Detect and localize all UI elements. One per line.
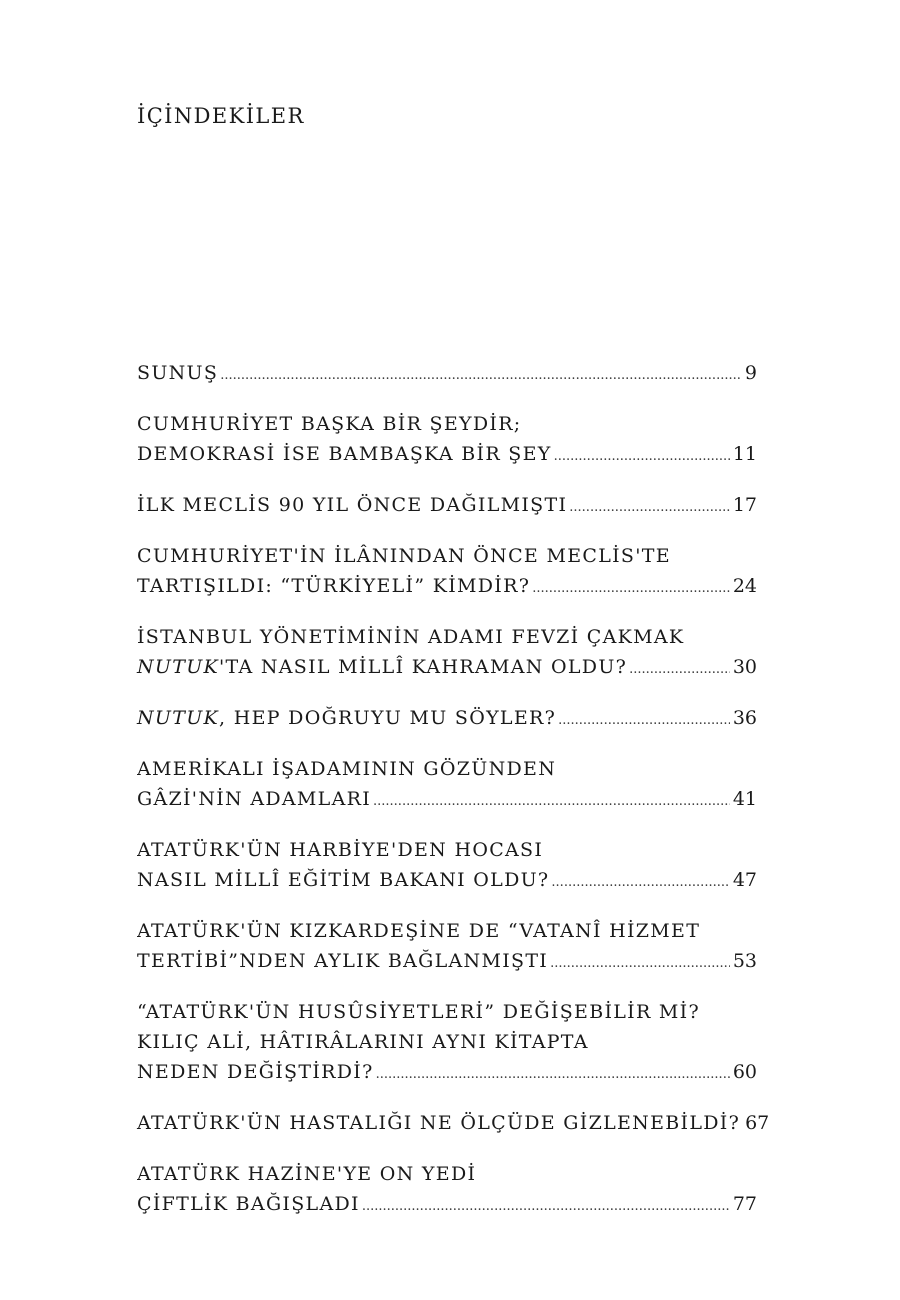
toc-entry[interactable] [137,409,757,472]
page-title: İÇİNDEKİLER [137,104,305,128]
toc-entry[interactable] [137,358,757,391]
toc-entry-last-line [137,1057,757,1090]
toc-entry-last-line [137,865,757,898]
toc-entry-text: 'TA NASIL MİLLÎ KAHRAMAN OLDU? [219,656,628,678]
toc-entry-line: ATATÜRK HAZİNE'YE ON YEDİ [137,1163,477,1185]
toc-entry[interactable] [137,916,757,979]
toc-entry-title [137,1189,360,1219]
toc-page-number: 36 [732,707,757,729]
toc-entry-last-line [137,358,757,391]
toc-leader-dots [550,949,730,979]
toc-leader-dots [376,1060,730,1090]
toc-page-number: 30 [732,656,757,678]
toc-entry-text: ÇİFTLİK BAĞIŞLADI [137,1193,360,1215]
toc-entry-last-line [137,490,757,523]
toc-entry-last-line [137,784,757,817]
toc-entry-line: ATATÜRK'ÜN KIZKARDEŞİNE DE “VATANÎ HİZMET [137,920,701,942]
toc-entry-title [137,439,552,469]
toc-entry[interactable] [137,703,757,736]
toc-leader-dots [558,706,730,736]
toc-entry-title [137,490,567,520]
toc-entry-title [137,571,530,601]
toc-entry-last-line [137,946,757,979]
toc-leader-dots [373,787,730,817]
toc-entry-title [137,1108,740,1138]
toc-entry-line: ATATÜRK'ÜN HARBİYE'DEN HOCASI [137,839,544,861]
toc-entry[interactable] [137,835,757,898]
table-of-contents [137,358,770,1240]
toc-entry-text: TERTİBİ”NDEN AYLIK BAĞLANMIŞTI [137,950,549,972]
toc-entry-title [137,784,371,814]
toc-entry-text: SUNUŞ [137,362,219,384]
toc-page-number: 60 [732,1061,757,1083]
toc-entry-title [137,1057,374,1087]
toc-leader-dots [220,361,742,391]
toc-entry-last-line [137,1108,770,1141]
toc-entry-last-line [137,652,757,685]
toc-leader-dots [554,442,730,472]
toc-entry-last-line [137,703,757,736]
toc-entry[interactable] [137,997,757,1090]
toc-page-number: 17 [732,494,757,516]
toc-entry-text: İLK MECLİS 90 YIL ÖNCE DAĞILMIŞTI [137,494,568,516]
toc-entry-title [137,703,556,733]
toc-leader-dots [362,1192,730,1222]
toc-entry[interactable] [137,1108,770,1141]
toc-entry-text: NASIL MİLLÎ EĞİTİM BAKANI OLDU? [137,869,550,891]
toc-entry-line: KILIÇ ALİ, HÂTIRÂLARINI AYNI KİTAPTA [137,1031,589,1053]
toc-entry[interactable] [137,622,757,685]
toc-entry-text: DEMOKRASİ İSE BAMBAŞKA BİR ŞEY [137,443,552,465]
toc-page-number: 9 [744,362,757,384]
toc-entry-text: , HEP DOĞRUYU MU SÖYLER? [219,707,557,729]
toc-entry-line: CUMHURİYET BAŞKA BİR ŞEYDİR; [137,413,522,435]
toc-entry-title [137,358,218,388]
toc-leader-dots [629,655,730,685]
toc-page-number: 67 [745,1112,770,1134]
toc-entry-text: TARTIŞILDI: “TÜRKİYELİ” KİMDİR? [137,575,531,597]
toc-entry-last-line [137,439,757,472]
toc-entry-text: GÂZİ'NİN ADAMLARI [137,788,372,810]
toc-page-number: 24 [732,575,757,597]
toc-entry-last-line [137,571,757,604]
toc-leader-dots [569,493,730,523]
toc-entry[interactable] [137,490,757,523]
toc-entry-line: CUMHURİYET'İN İLÂNINDAN ÖNCE MECLİS'TE [137,545,671,567]
toc-leader-dots [532,574,730,604]
toc-leader-dots [551,868,729,898]
toc-entry-line: AMERİKALI İŞADAMININ GÖZÜNDEN [137,758,557,780]
toc-page-number: 11 [732,443,757,465]
toc-entry-line: “ATATÜRK'ÜN HUSÛSİYETLERİ” DEĞİŞEBİLİR Mİ? [137,1001,700,1023]
toc-page-number: 53 [732,950,757,972]
toc-entry-title [137,652,627,682]
toc-entry[interactable] [137,754,757,817]
toc-page-number: 47 [732,869,757,891]
toc-entry-text: NEDEN DEĞİŞTİRDİ? [137,1061,374,1083]
toc-entry-italic-text: NUTUK [137,707,220,729]
toc-entry-italic-text: NUTUK [137,656,220,678]
toc-entry[interactable] [137,541,757,604]
toc-entry-line: İSTANBUL YÖNETİMİNİN ADAMI FEVZİ ÇAKMAK [137,626,685,648]
toc-entry-title [137,946,548,976]
toc-entry-text: ATATÜRK'ÜN HASTALIĞI NE ÖLÇÜDE GİZLENEBİLDİ? [137,1112,741,1134]
toc-entry-title [137,865,549,895]
toc-page-number: 77 [732,1193,757,1215]
toc-page-number: 41 [732,788,757,810]
toc-entry[interactable] [137,1159,757,1222]
toc-entry-last-line [137,1189,757,1222]
